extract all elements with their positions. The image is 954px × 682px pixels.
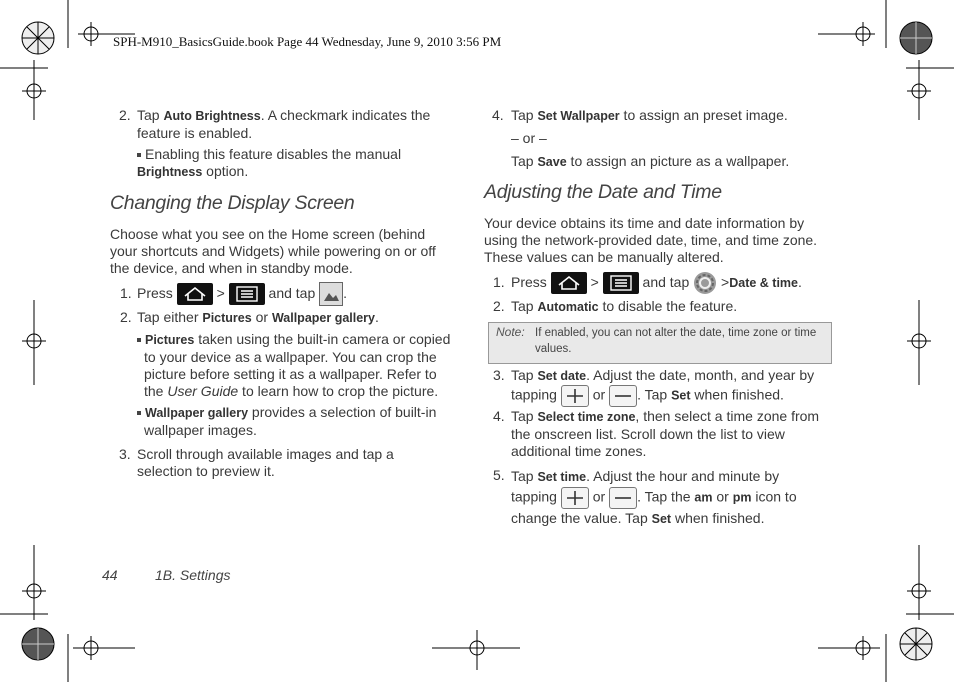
starburst-bottom-right	[900, 628, 932, 660]
starburst-top-right	[900, 22, 932, 54]
step-automatic: Tap Automatic to disable the feature.	[511, 298, 738, 314]
step-choose-source: Tap either Pictures or Wallpaper gallery.	[137, 309, 379, 325]
step-auto-brightness: Tap Auto Brightness. A checkmark indicates the feature is enabled.	[137, 107, 431, 141]
menu-key-icon	[603, 272, 639, 294]
target-right-3	[907, 584, 931, 598]
bullet-brightness: Enabling this feature disables the manual Brightness option.	[137, 146, 402, 179]
step-number: 2.	[120, 309, 132, 325]
step-number: 2.	[493, 298, 505, 314]
step-set-wallpaper: Tap Set Wallpaper to assign an preset image.	[511, 107, 788, 123]
or-separator: – or –	[511, 130, 547, 146]
section-heading: Adjusting the Date and Time	[484, 181, 722, 203]
step-press-home: Press > and tap .	[137, 281, 347, 305]
step-number: 2.	[119, 107, 131, 123]
step-press-settings: Press > and tap >Date & time.	[511, 270, 802, 294]
starburst-bottom-left	[22, 628, 54, 660]
step-time-zone: Tap Select time zone, then select a time zone from the onscreen list. Scroll down the list to view additional time zones.	[511, 408, 820, 459]
target-right-1	[907, 84, 931, 98]
wallpaper-icon	[319, 282, 343, 306]
bullet-icon	[137, 153, 141, 157]
section-name: 1B. Settings	[155, 567, 231, 583]
step-number: 3.	[493, 367, 505, 383]
section-heading: Changing the Display Screen	[110, 192, 355, 214]
target-top-left	[80, 22, 102, 46]
target-bottom-right	[856, 636, 870, 660]
bullet-pictures: Pictures taken using the built-in camera or copied to your device as a wallpaper. You can crop the picture before setting it as a wallpaper. Refer to the User Guide to learn how to crop the picture.	[137, 331, 467, 400]
plus-icon	[561, 487, 589, 509]
step-number: 4.	[492, 107, 504, 123]
minus-icon	[609, 487, 637, 509]
page-number: 44	[102, 567, 118, 583]
bullet-icon	[137, 338, 141, 342]
intro-paragraph: Choose what you see on the Home screen (behind your shortcuts and Widgets) while powering on or off the device, and when in standby mode.	[110, 226, 436, 276]
step-number: 4.	[493, 408, 505, 424]
step-scroll-images: Scroll through available images and tap a selection to preview it.	[137, 446, 394, 479]
note-label: Note:	[496, 325, 525, 339]
step-set-date: Tap Set date. Adjust the date, month, and year by tapping or . Tap Set when finished.	[511, 367, 841, 407]
target-left-3	[22, 584, 46, 598]
target-bottom-left	[84, 636, 98, 660]
book-header: SPH-M910_BasicsGuide.book Page 44 Wednesday, June 9, 2010 3:56 PM	[113, 34, 502, 49]
minus-icon	[609, 385, 637, 407]
note-text: If enabled, you can not alter the date, time zone or time values.	[535, 327, 817, 355]
starburst-top-left	[22, 22, 54, 54]
target-bottom-center	[470, 641, 484, 655]
target-right-2	[907, 334, 931, 348]
step-save: Tap Save to assign an picture as a wallpaper.	[511, 153, 790, 169]
target-top-right	[852, 22, 874, 46]
intro-paragraph: Your device obtains its time and date information by using the network-provided date, time, and time zone. These values can be manually altered.	[484, 215, 818, 265]
target-left-1	[22, 84, 46, 98]
settings-gear-icon	[693, 271, 717, 295]
plus-icon	[561, 385, 589, 407]
home-key-icon	[177, 283, 213, 305]
step-number: 5.	[493, 467, 505, 483]
step-number: 1.	[493, 274, 505, 290]
step-number: 1.	[120, 285, 132, 301]
step-set-time: Tap Set time. Adjust the hour and minute by tapping or . Tap the am or pm icon to change the value. Tap Set when finished.	[511, 468, 797, 526]
menu-key-icon	[229, 283, 265, 305]
bullet-icon	[137, 411, 141, 415]
home-key-icon	[551, 272, 587, 294]
bullet-wallpaper-gallery: Wallpaper gallery provides a selection of built-in wallpaper images.	[137, 404, 467, 439]
step-number: 3.	[119, 446, 131, 462]
target-left-2	[22, 334, 46, 348]
